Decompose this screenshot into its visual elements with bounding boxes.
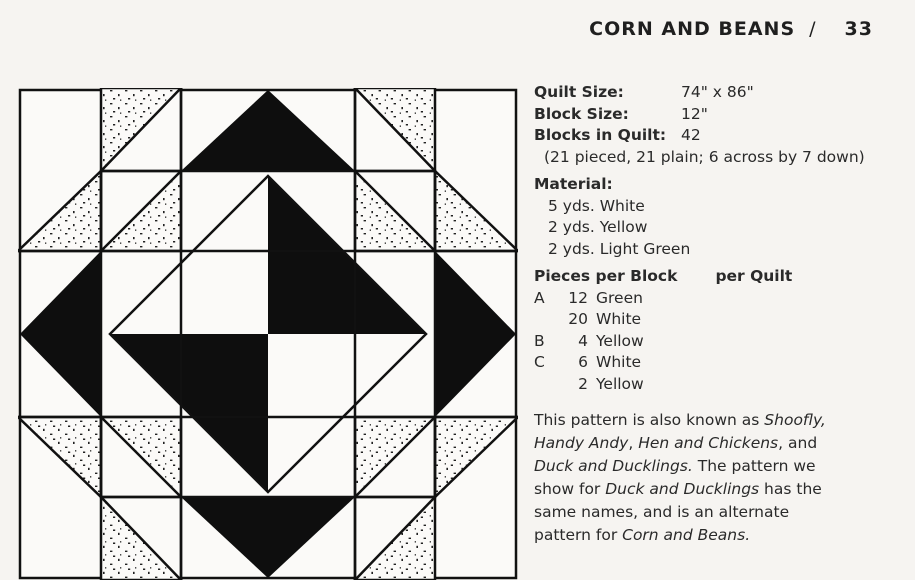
piece-color: White (596, 353, 642, 371)
material-item: 5 yds. White (548, 196, 645, 215)
quilt-size-row (534, 82, 914, 104)
block-size-label: Block Size: (534, 104, 629, 123)
header-separator: / (809, 18, 817, 40)
piece-letter: C (534, 353, 545, 371)
pieces-per-block-heading: Pieces per Block (534, 267, 678, 285)
pattern-note (534, 409, 914, 547)
block-size-value: 12" (681, 104, 708, 123)
piece-qty: 6 (578, 353, 588, 371)
material-heading: Material: (534, 175, 613, 193)
note-text: has the (759, 480, 822, 498)
piece-letter: A (534, 288, 545, 307)
pieces-row (534, 309, 914, 331)
note-pattern-name: Handy Andy (534, 434, 629, 452)
piece-qty: 4 (578, 331, 588, 350)
piece-qty: 20 (568, 310, 588, 328)
note-pattern-name: Shoofly, (764, 411, 826, 429)
piece-letter: B (534, 331, 545, 350)
piece-color: Yellow (596, 331, 644, 350)
pieces-heading (534, 266, 914, 288)
pieces-row (534, 288, 914, 310)
note-pattern-name: Duck and Ducklings. (534, 457, 693, 475)
page-title: CORN AND BEANS (589, 18, 796, 40)
piece-color: Green (596, 288, 643, 307)
blocks-in-quilt-label: Blocks in Quilt: (534, 126, 667, 144)
quilt-block-diagram (18, 88, 518, 580)
note-pattern-name: Hen and Chickens (638, 434, 779, 452)
piece-letter (534, 374, 564, 396)
blocks-detail: (21 pieced, 21 plain; 6 across by 7 down) (544, 147, 865, 166)
note-text: show for (534, 480, 606, 498)
page-header (589, 18, 873, 40)
note-text: The pattern we (692, 457, 816, 475)
piece-color: Yellow (596, 374, 644, 393)
note-pattern-name: Corn and Beans. (622, 526, 751, 544)
quilt-size-label: Quilt Size: (534, 83, 624, 101)
note-text: , and (778, 434, 818, 452)
blocks-in-quilt-row (534, 125, 914, 147)
piece-color: White (596, 310, 642, 328)
pieces-row (534, 331, 914, 353)
pattern-info (534, 82, 914, 547)
note-pattern-name: Duck and Ducklings (605, 480, 760, 498)
page-number: 33 (844, 18, 873, 40)
blocks-in-quilt-value: 42 (681, 126, 701, 144)
pieces-per-quilt-heading: per Quilt (715, 267, 793, 285)
material-item: 2 yds. Yellow (548, 218, 648, 236)
piece-letter (534, 309, 564, 331)
pieces-row (534, 374, 914, 396)
quilt-size-value: 74" x 86" (681, 83, 754, 101)
note-text: same names, and is an alternate (534, 503, 790, 521)
note-text: , (628, 434, 639, 452)
pieces-row (534, 352, 914, 374)
note-text: This pattern is also known as (534, 411, 765, 429)
block-size-row (534, 104, 914, 126)
piece-qty: 2 (578, 374, 588, 393)
material-item: 2 yds. Light Green (548, 239, 691, 258)
note-text: pattern for (534, 526, 623, 544)
piece-qty: 12 (568, 288, 588, 307)
